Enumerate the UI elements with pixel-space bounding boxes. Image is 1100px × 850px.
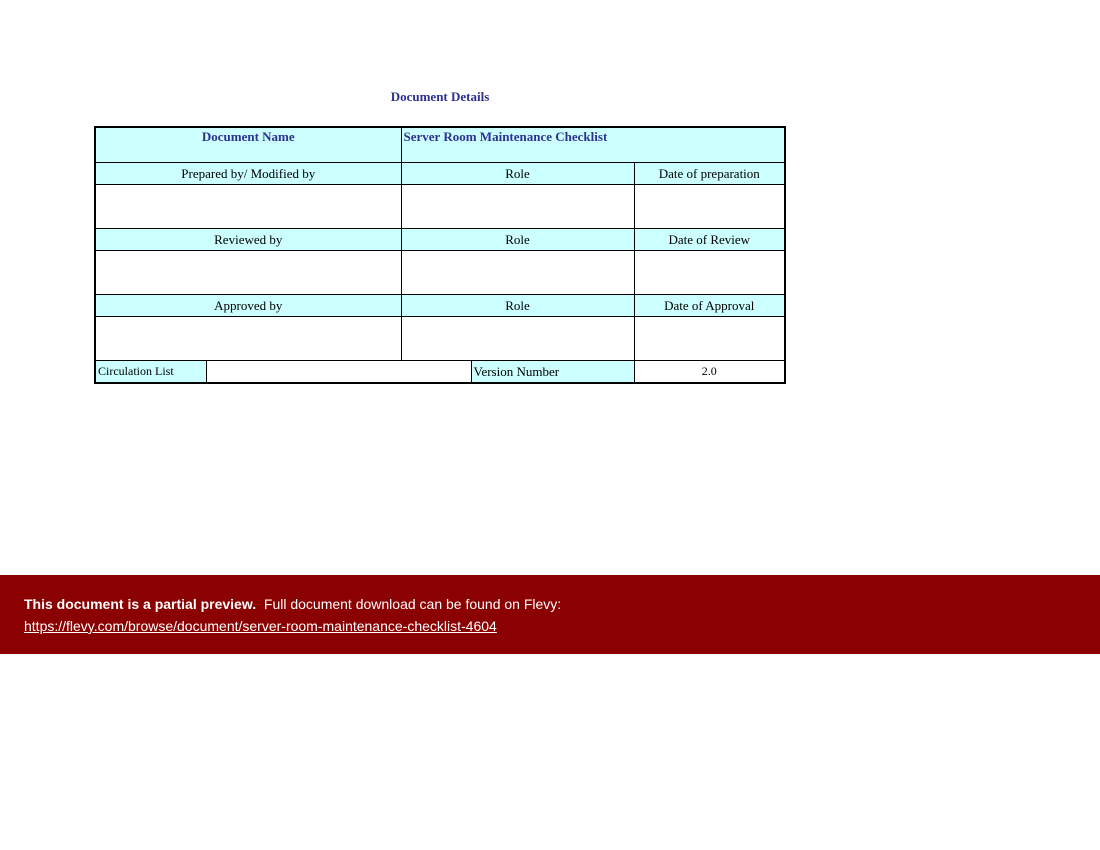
flevy-download-link[interactable]: https://flevy.com/browse/document/server-room-maintenance-checklist-4604 (24, 618, 497, 634)
banner-message (24, 596, 561, 612)
document-title: Document Details (390, 89, 490, 104)
document-name-label: Document Name (95, 127, 401, 163)
document-name-value: Server Room Maintenance Checklist (401, 127, 785, 163)
reviewed-entry-row (95, 251, 785, 295)
circulation-version-row (95, 361, 785, 384)
reviewed-role-cell[interactable] (401, 251, 634, 295)
reviewed-header-row (95, 229, 785, 251)
date-of-review-label: Date of Review (634, 229, 785, 251)
circulation-list-cell[interactable] (206, 361, 471, 384)
reviewed-by-label: Reviewed by (95, 229, 401, 251)
prepared-by-label: Prepared by/ Modified by (95, 163, 401, 185)
prepared-header-row (95, 163, 785, 185)
date-of-approval-label: Date of Approval (634, 295, 785, 317)
date-of-preparation-cell[interactable] (634, 185, 785, 229)
document-details-table (94, 126, 786, 384)
banner-bold-text: This document is a partial preview. (24, 596, 257, 612)
approved-by-cell[interactable] (95, 317, 401, 361)
approved-entry-row (95, 317, 785, 361)
banner-text: Full document download can be found on Flevy: (263, 596, 562, 612)
prepared-role-cell[interactable] (401, 185, 634, 229)
reviewed-by-cell[interactable] (95, 251, 401, 295)
date-of-preparation-label: Date of preparation (634, 163, 785, 185)
approved-by-label: Approved by (95, 295, 401, 317)
prepared-by-cell[interactable] (95, 185, 401, 229)
approved-header-row (95, 295, 785, 317)
approved-role-label: Role (401, 295, 634, 317)
date-of-review-cell[interactable] (634, 251, 785, 295)
approved-role-cell[interactable] (401, 317, 634, 361)
document-name-row (95, 127, 785, 163)
version-number-value: 2.0 (634, 361, 785, 384)
reviewed-role-label: Role (401, 229, 634, 251)
preview-banner (0, 575, 1100, 654)
version-number-label: Version Number (471, 361, 634, 384)
prepared-entry-row (95, 185, 785, 229)
date-of-approval-cell[interactable] (634, 317, 785, 361)
prepared-role-label: Role (401, 163, 634, 185)
circulation-list-label: Circulation List (95, 361, 206, 384)
